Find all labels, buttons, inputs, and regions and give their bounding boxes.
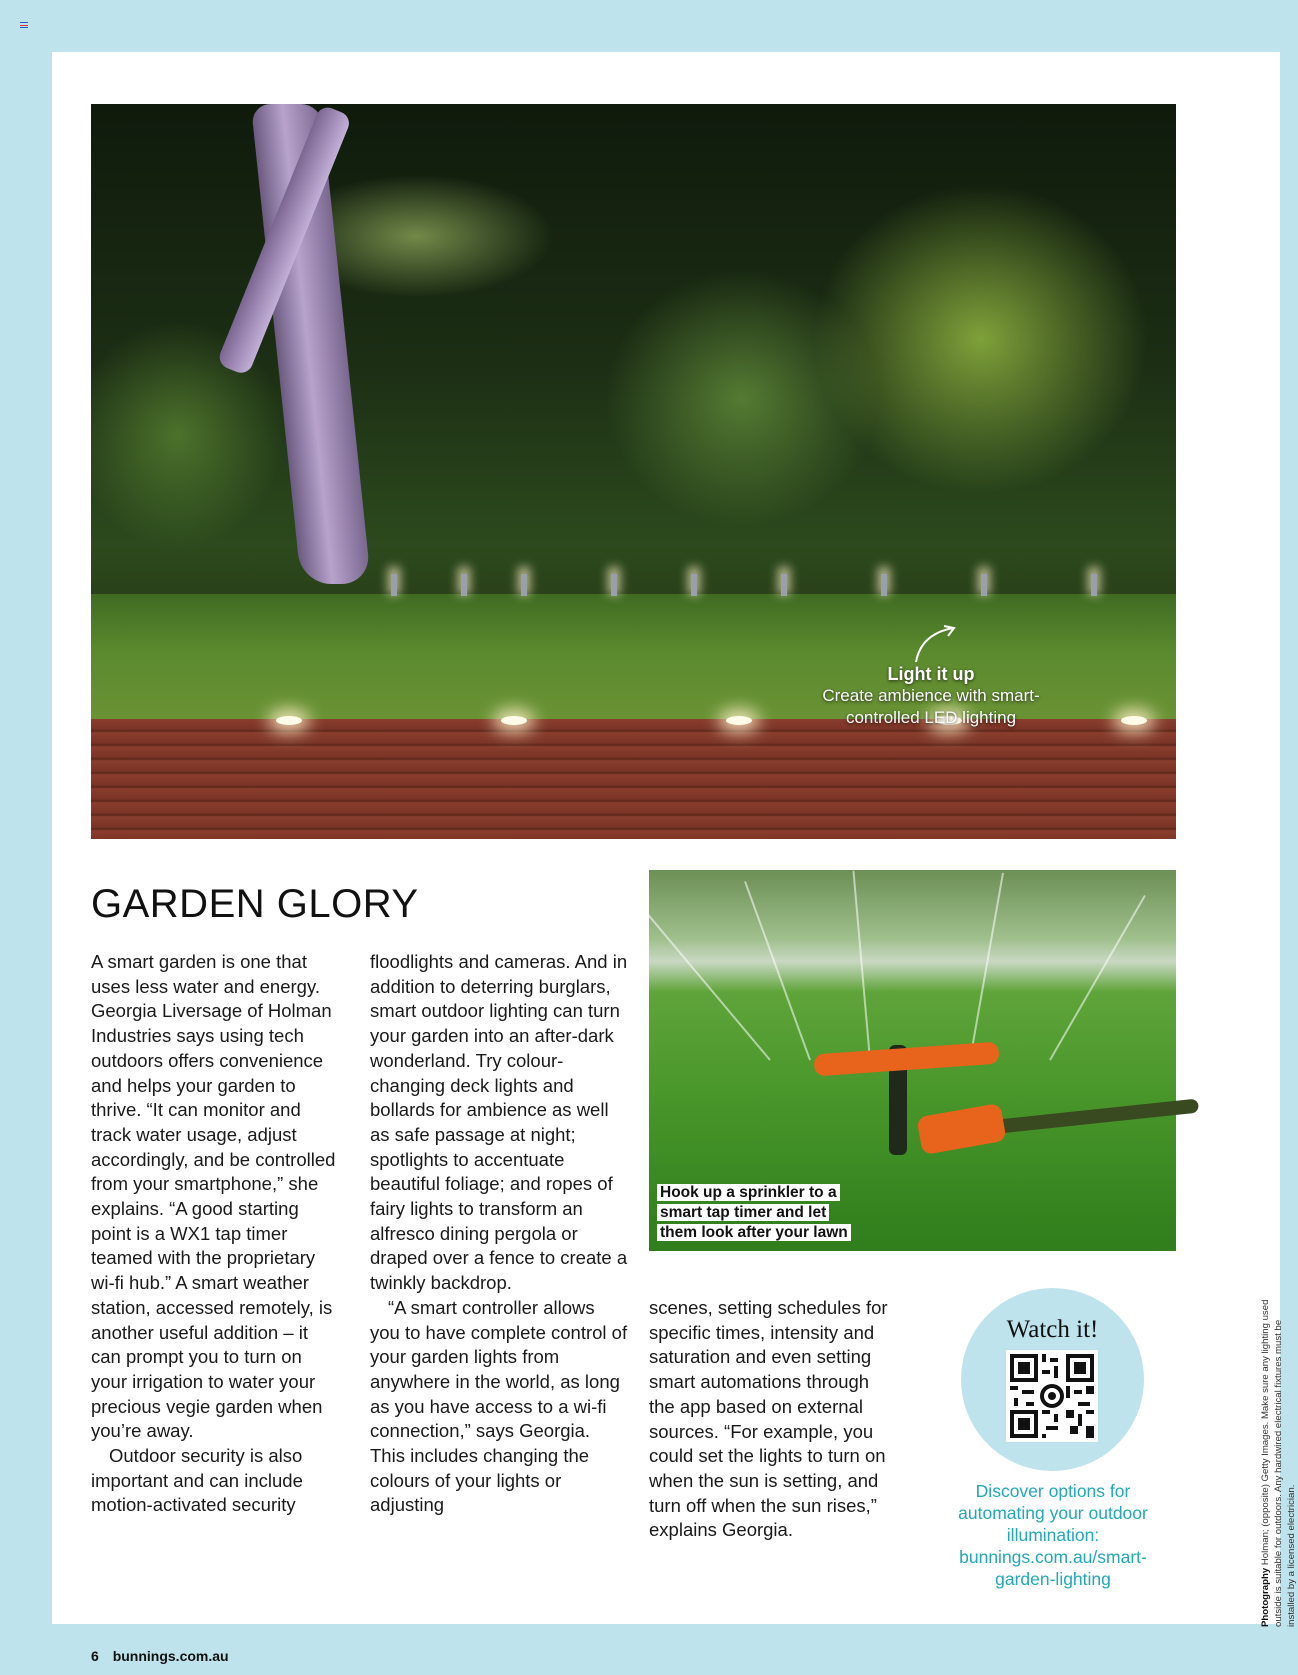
paragraph: scenes, setting schedules for specific times, intensity and saturation and even setting smart automations through the app based on external sources. “For example, you could set the lights to turn on when the sun is setting, and turn off when the sun rises,” explains Georgia.	[649, 1297, 888, 1541]
paragraph: A smart garden is one that uses less water and energy. Georgia Liversage of Holman Industries says using tech outdoors offers convenience and helps your garden to thrive. “It can monitor and track water usage, adjust accordingly, and be controlled from your smartphone,” she explains. “A good starting point is a WX1 tap timer teamed with the proprietary wi-fi hub.” A smart weather station, accessed remotely, is another useful addition – it can prompt you to turn on your irrigation to water your precious vegie garden when you’re away.	[91, 951, 336, 1442]
hero-caption-title: Light it up	[887, 664, 975, 684]
bollard-light	[1091, 574, 1097, 596]
watch-it-badge	[961, 1288, 1144, 1471]
footer-site: bunnings.com.au	[112, 1648, 229, 1664]
water-spray	[852, 871, 871, 1060]
paragraph: Outdoor security is also important and can include motion-activated security	[91, 1445, 303, 1516]
water-spray	[647, 914, 771, 1061]
page-footer	[91, 1648, 229, 1664]
hero-caption-line1: Create ambience with smart-	[822, 686, 1040, 705]
page-number: 6	[91, 1648, 99, 1664]
bollard-light	[981, 574, 987, 596]
bollard-light	[781, 574, 787, 596]
garden-hose	[979, 1099, 1199, 1136]
qr-code-icon[interactable]	[1006, 1350, 1098, 1442]
garden-lighting-photo	[91, 104, 1176, 839]
article-column-3	[649, 1296, 899, 1543]
bollard-light	[391, 574, 397, 596]
curved-arrow-icon	[911, 624, 961, 664]
sprinkler-connector	[916, 1103, 1006, 1155]
article-title: GARDEN GLORY	[91, 882, 419, 926]
article-column-2	[370, 950, 628, 1518]
deck-light	[1121, 716, 1147, 725]
sprinkler-caption: Hook up a sprinkler to a smart tap timer and let them look after your lawn	[657, 1183, 857, 1243]
hero-caption	[791, 634, 1071, 729]
paragraph: “A smart controller allows you to have complete control of your garden lights from anywhere in the world, as long as you have access to a wi-fi connection,” says Georgia. This includes changing the colours of your lights or adjusting	[370, 1296, 628, 1516]
credits-text: Holman; (opposite) Getty Images. Make sure any lighting used outside is suitable for outdoors. Any hardwired electrical fixtures must be installed by a licensed electrician.	[1260, 1299, 1297, 1627]
paragraph: floodlights and cameras. And in addition to deterring burglars, smart outdoor lighting can turn your garden into an after-dark wonderland. Try colour-changing deck lights and bollards for ambience as well as safe passage at night; spotlights to accentuate beautiful foliage; and ropes of fairy lights to transform an alfresco dining pergola or draped over a fence to create a twinkly backdrop.	[370, 951, 628, 1294]
bollard-light	[611, 574, 617, 596]
water-spray	[744, 881, 811, 1060]
bollard-light	[691, 574, 697, 596]
deck-light	[726, 716, 752, 725]
magazine-page	[52, 52, 1297, 1664]
watch-it-title: Watch it!	[1006, 1316, 1099, 1343]
water-spray	[969, 873, 1004, 1060]
sprinkler-photo	[649, 870, 1176, 1251]
hero-caption-line2: controlled LED lighting	[845, 708, 1017, 727]
water-spray	[1049, 895, 1146, 1061]
bollard-light	[461, 574, 467, 596]
bollard-light	[881, 574, 887, 596]
deck-light	[276, 716, 302, 725]
viewer-menu-icon[interactable]	[20, 22, 28, 28]
photo-credits	[1259, 1297, 1298, 1627]
bollard-light	[521, 574, 527, 596]
article-column-1	[91, 950, 336, 1518]
timber-deck	[91, 719, 1176, 839]
credits-label: Photography	[1260, 1567, 1271, 1627]
watch-it-link-text[interactable]: Discover options for automating your outdoor illumination: bunnings.com.au/smart-garden-lighting	[958, 1481, 1148, 1589]
deck-light	[501, 716, 527, 725]
